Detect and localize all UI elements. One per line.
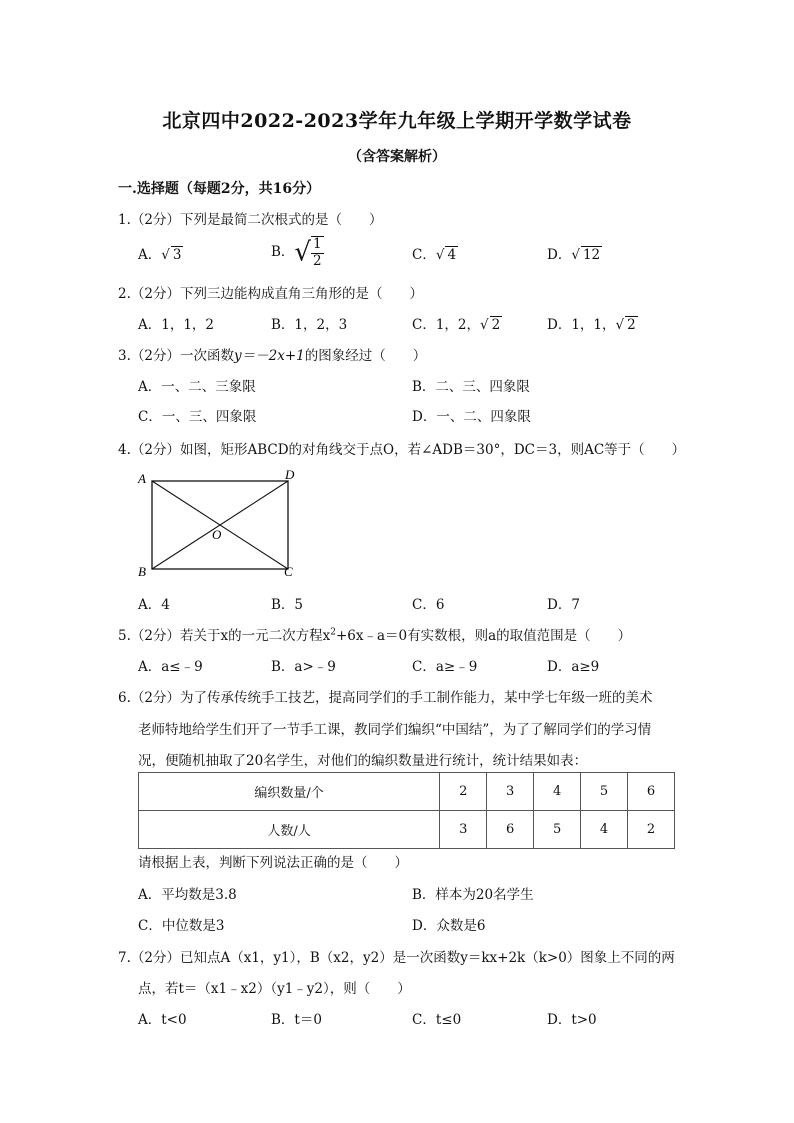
- page-title: 北京四中2022-2023学年九年级上学期开学数学试卷: [162, 110, 632, 132]
- label-b: B: [138, 564, 146, 579]
- q5-option-d: D．a≥9: [547, 659, 600, 675]
- radicand: 2: [491, 317, 501, 333]
- question-6-line-1: 6.（2分）为了传承传统手工技艺，提高同学们的手工制作能力，某中学七年级一班的美术: [118, 690, 653, 706]
- stem-prefix: 3.（2分）一次函数: [118, 348, 234, 364]
- question-7-line-1: 7.（2分）已知点A（x1，y1），B（x2，y2）是一次函数y＝kx+2k（k>0）图象上不同的两: [118, 950, 675, 966]
- table-cell: 2: [628, 811, 675, 849]
- label-a: A: [138, 471, 146, 486]
- sqrt-symbol: √ 4: [435, 247, 457, 263]
- fraction: [311, 236, 324, 269]
- sqrt-symbol: √ 2: [615, 317, 636, 333]
- q2-option-c: [412, 313, 502, 333]
- radicand: 12: [582, 247, 601, 263]
- sqrt-symbol: √ 3: [161, 247, 182, 263]
- q1-option-a: [138, 243, 183, 263]
- question-7-line-2: 点，若t＝（x1﹣x2）（y1﹣y2），则（ ）: [138, 981, 411, 997]
- q4-option-a: A．4: [138, 597, 170, 613]
- table-cell: 人数/人: [139, 811, 440, 849]
- sqrt-symbol: √ 2: [480, 317, 501, 333]
- function-expression: y＝－2x+1: [233, 348, 305, 364]
- fraction-denominator: 2: [313, 252, 322, 269]
- q2-option-b: B．1，2，3: [271, 317, 348, 333]
- q2-option-a: A．1，1，2: [138, 317, 215, 333]
- table-cell: 5: [534, 811, 581, 849]
- exponent: 2: [330, 627, 336, 638]
- label-d: D: [285, 467, 295, 482]
- option-label: B．: [271, 244, 295, 260]
- question-4-stem: 4.（2分）如图，矩形ABCD的对角线交于点O，若∠ADB＝30°，DC＝3，则AC等于（ ）: [118, 442, 686, 458]
- q6-option-c: C．中位数是3: [138, 918, 225, 934]
- q1-option-d: [547, 243, 602, 263]
- option-label: D．1，1，: [547, 317, 616, 333]
- question-6-line-2: 老师特地给学生们开了一节手工课，教同学们编织“中国结”，为了了解同学们的学习情: [138, 722, 652, 738]
- q7-option-b: B．t＝0: [271, 1012, 322, 1028]
- option-label: C．1，2，: [412, 317, 481, 333]
- label-o: O: [212, 527, 222, 542]
- question-2-stem: 2.（2分）下列三边能构成直角三角形的是（ ）: [118, 286, 423, 302]
- q4-option-b: B．5: [271, 597, 304, 613]
- q6-option-a: A．平均数是3.8: [138, 887, 237, 903]
- label-c: C: [284, 564, 293, 579]
- q7-option-a: A．t<0: [138, 1012, 187, 1028]
- q1-option-b: [271, 236, 324, 269]
- option-label: D．: [547, 247, 572, 263]
- q3-option-a: A．一、二、三象限: [138, 379, 256, 395]
- option-label: C．: [412, 247, 436, 263]
- fraction-numerator: 1: [313, 236, 322, 252]
- sqrt-symbol: √: [294, 237, 311, 268]
- table-row: [139, 811, 675, 849]
- table-row: [139, 773, 675, 811]
- q3-option-c: C．一、三、四象限: [138, 409, 257, 425]
- table-cell: 2: [440, 773, 487, 811]
- question-3-stem: [118, 344, 426, 364]
- q4-option-c: C．6: [412, 597, 445, 613]
- q6-option-d: D．众数是6: [412, 918, 486, 934]
- table-cell: 编织数量/个: [139, 773, 440, 811]
- q3-option-d: D．一、二、四象限: [412, 409, 531, 425]
- q4-option-d: D．7: [547, 597, 580, 613]
- question-5-stem: [118, 624, 631, 644]
- table-cell: 5: [581, 773, 628, 811]
- question-1-stem: 1.（2分）下列是最简二次根式的是（ ）: [118, 212, 383, 228]
- radicand: 2: [627, 317, 636, 333]
- question-6-line-3: 况，便随机抽取了20名学生，对他们的编织数量进行统计，统计结果如表：: [138, 753, 588, 769]
- radicand: 3: [172, 247, 182, 263]
- table-cell: 6: [487, 811, 534, 849]
- table-cell: 4: [581, 811, 628, 849]
- knitting-stats-table: [138, 772, 675, 849]
- page-subtitle: （含答案解析）: [348, 149, 446, 165]
- q1-option-c: [412, 243, 458, 263]
- q5-option-c: C．a≥﹣9: [412, 659, 478, 675]
- radicand: 4: [447, 247, 457, 263]
- option-label: A．: [138, 247, 162, 263]
- table-cell: 4: [534, 773, 581, 811]
- q6-option-b: B．样本为20名学生: [412, 887, 534, 903]
- q7-option-c: C．t≤0: [412, 1012, 462, 1028]
- rectangle-figure: [134, 466, 304, 581]
- sqrt-symbol: √ 12: [571, 247, 601, 263]
- q7-option-d: D．t>0: [547, 1012, 597, 1028]
- table-cell: 6: [628, 773, 675, 811]
- stem-prefix: 5.（2分）若关于x的一元二次方程x: [118, 628, 331, 644]
- q5-option-a: A．a≤﹣9: [138, 659, 203, 675]
- section-heading: 一.选择题（每题2分，共16分）: [118, 181, 321, 197]
- table-cell: 3: [487, 773, 534, 811]
- stem-suffix: +6x﹣a＝0有实数根，则a的取值范围是（ ）: [335, 628, 632, 644]
- question-6-prompt: 请根据上表，判断下列说法正确的是（ ）: [138, 855, 408, 871]
- q2-option-d: [547, 313, 638, 333]
- q3-option-b: B．二、三、四象限: [412, 379, 530, 395]
- table-cell: 3: [440, 811, 487, 849]
- stem-suffix: 的图象经过（ ）: [304, 348, 427, 364]
- q5-option-b: B．a>﹣9: [271, 659, 336, 675]
